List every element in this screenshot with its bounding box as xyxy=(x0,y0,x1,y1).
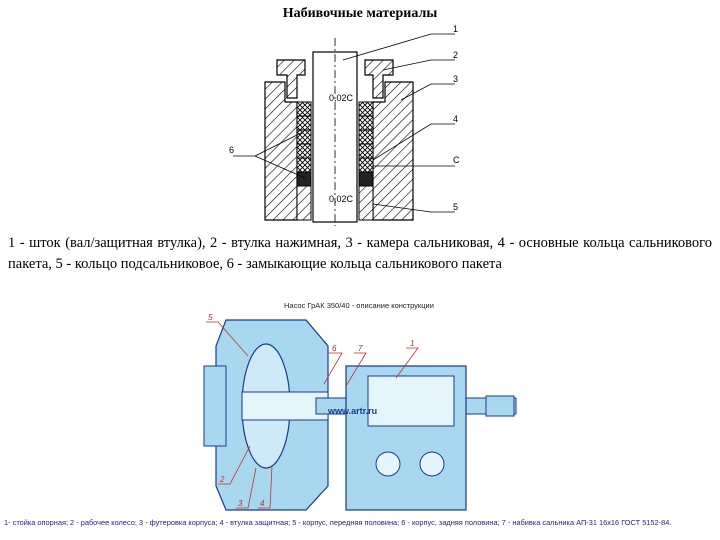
pump-callout-6: 6 xyxy=(332,344,337,353)
pump-callout-2: 2 xyxy=(220,475,225,484)
clearance-top-label: 0,02C xyxy=(329,93,354,103)
packing-right xyxy=(359,102,373,172)
callout-5: 5 xyxy=(453,202,459,212)
callout-3: 3 xyxy=(453,74,459,84)
legend-caption: 1 - шток (вал/защитная втулка), 2 - втулка нажимная, 3 - камера сальниковая, 4 - основные кольца сальникового пакета, 5 - кольцо подсальниковое, 6 - замыкающие кольца сальникового пакета xyxy=(8,235,712,272)
callout-1: 1 xyxy=(453,24,459,34)
closing-ring-left xyxy=(297,172,311,186)
pump-callout-3: 3 xyxy=(238,499,243,508)
bottom-ring-right xyxy=(359,186,373,220)
watermark: www.artr.ru xyxy=(328,406,378,416)
suction-flange xyxy=(204,366,226,446)
pump-callout-5: 5 xyxy=(208,313,213,322)
clearance-bottom-label: 0,02C xyxy=(329,194,354,204)
housing-right xyxy=(373,82,413,220)
pump-callout-4: 4 xyxy=(260,499,265,508)
page-title: Набивочные материалы xyxy=(282,6,438,21)
callout-4: 4 xyxy=(453,114,459,124)
closing-ring-right xyxy=(359,172,373,186)
callout-6: 6 xyxy=(229,145,235,155)
bottom-ring-left xyxy=(297,186,311,220)
housing-left xyxy=(265,82,297,220)
pump-callout-7: 7 xyxy=(358,344,363,353)
pump-diagram-title: Насос ГрАК 350/40 - описание конструкции xyxy=(284,301,434,310)
pump-section-diagram xyxy=(196,296,526,516)
callout-2: 2 xyxy=(453,50,459,60)
pump-callout-1: 1 xyxy=(410,339,415,348)
stuffing-box-section-diagram xyxy=(225,20,485,230)
packing-left xyxy=(297,102,311,172)
callout-c: C xyxy=(453,155,460,165)
pump-legend-caption: 1- стойка опорная; 2 - рабочее колесо; 3 - футеровка корпуса; 4 - втулка защитная; 5 - корпус, передняя половина; 6 - корпус, задняя половина; 7 - набивка сальника АП-31 16х16 ГОСТ 5152-84. xyxy=(4,518,672,527)
